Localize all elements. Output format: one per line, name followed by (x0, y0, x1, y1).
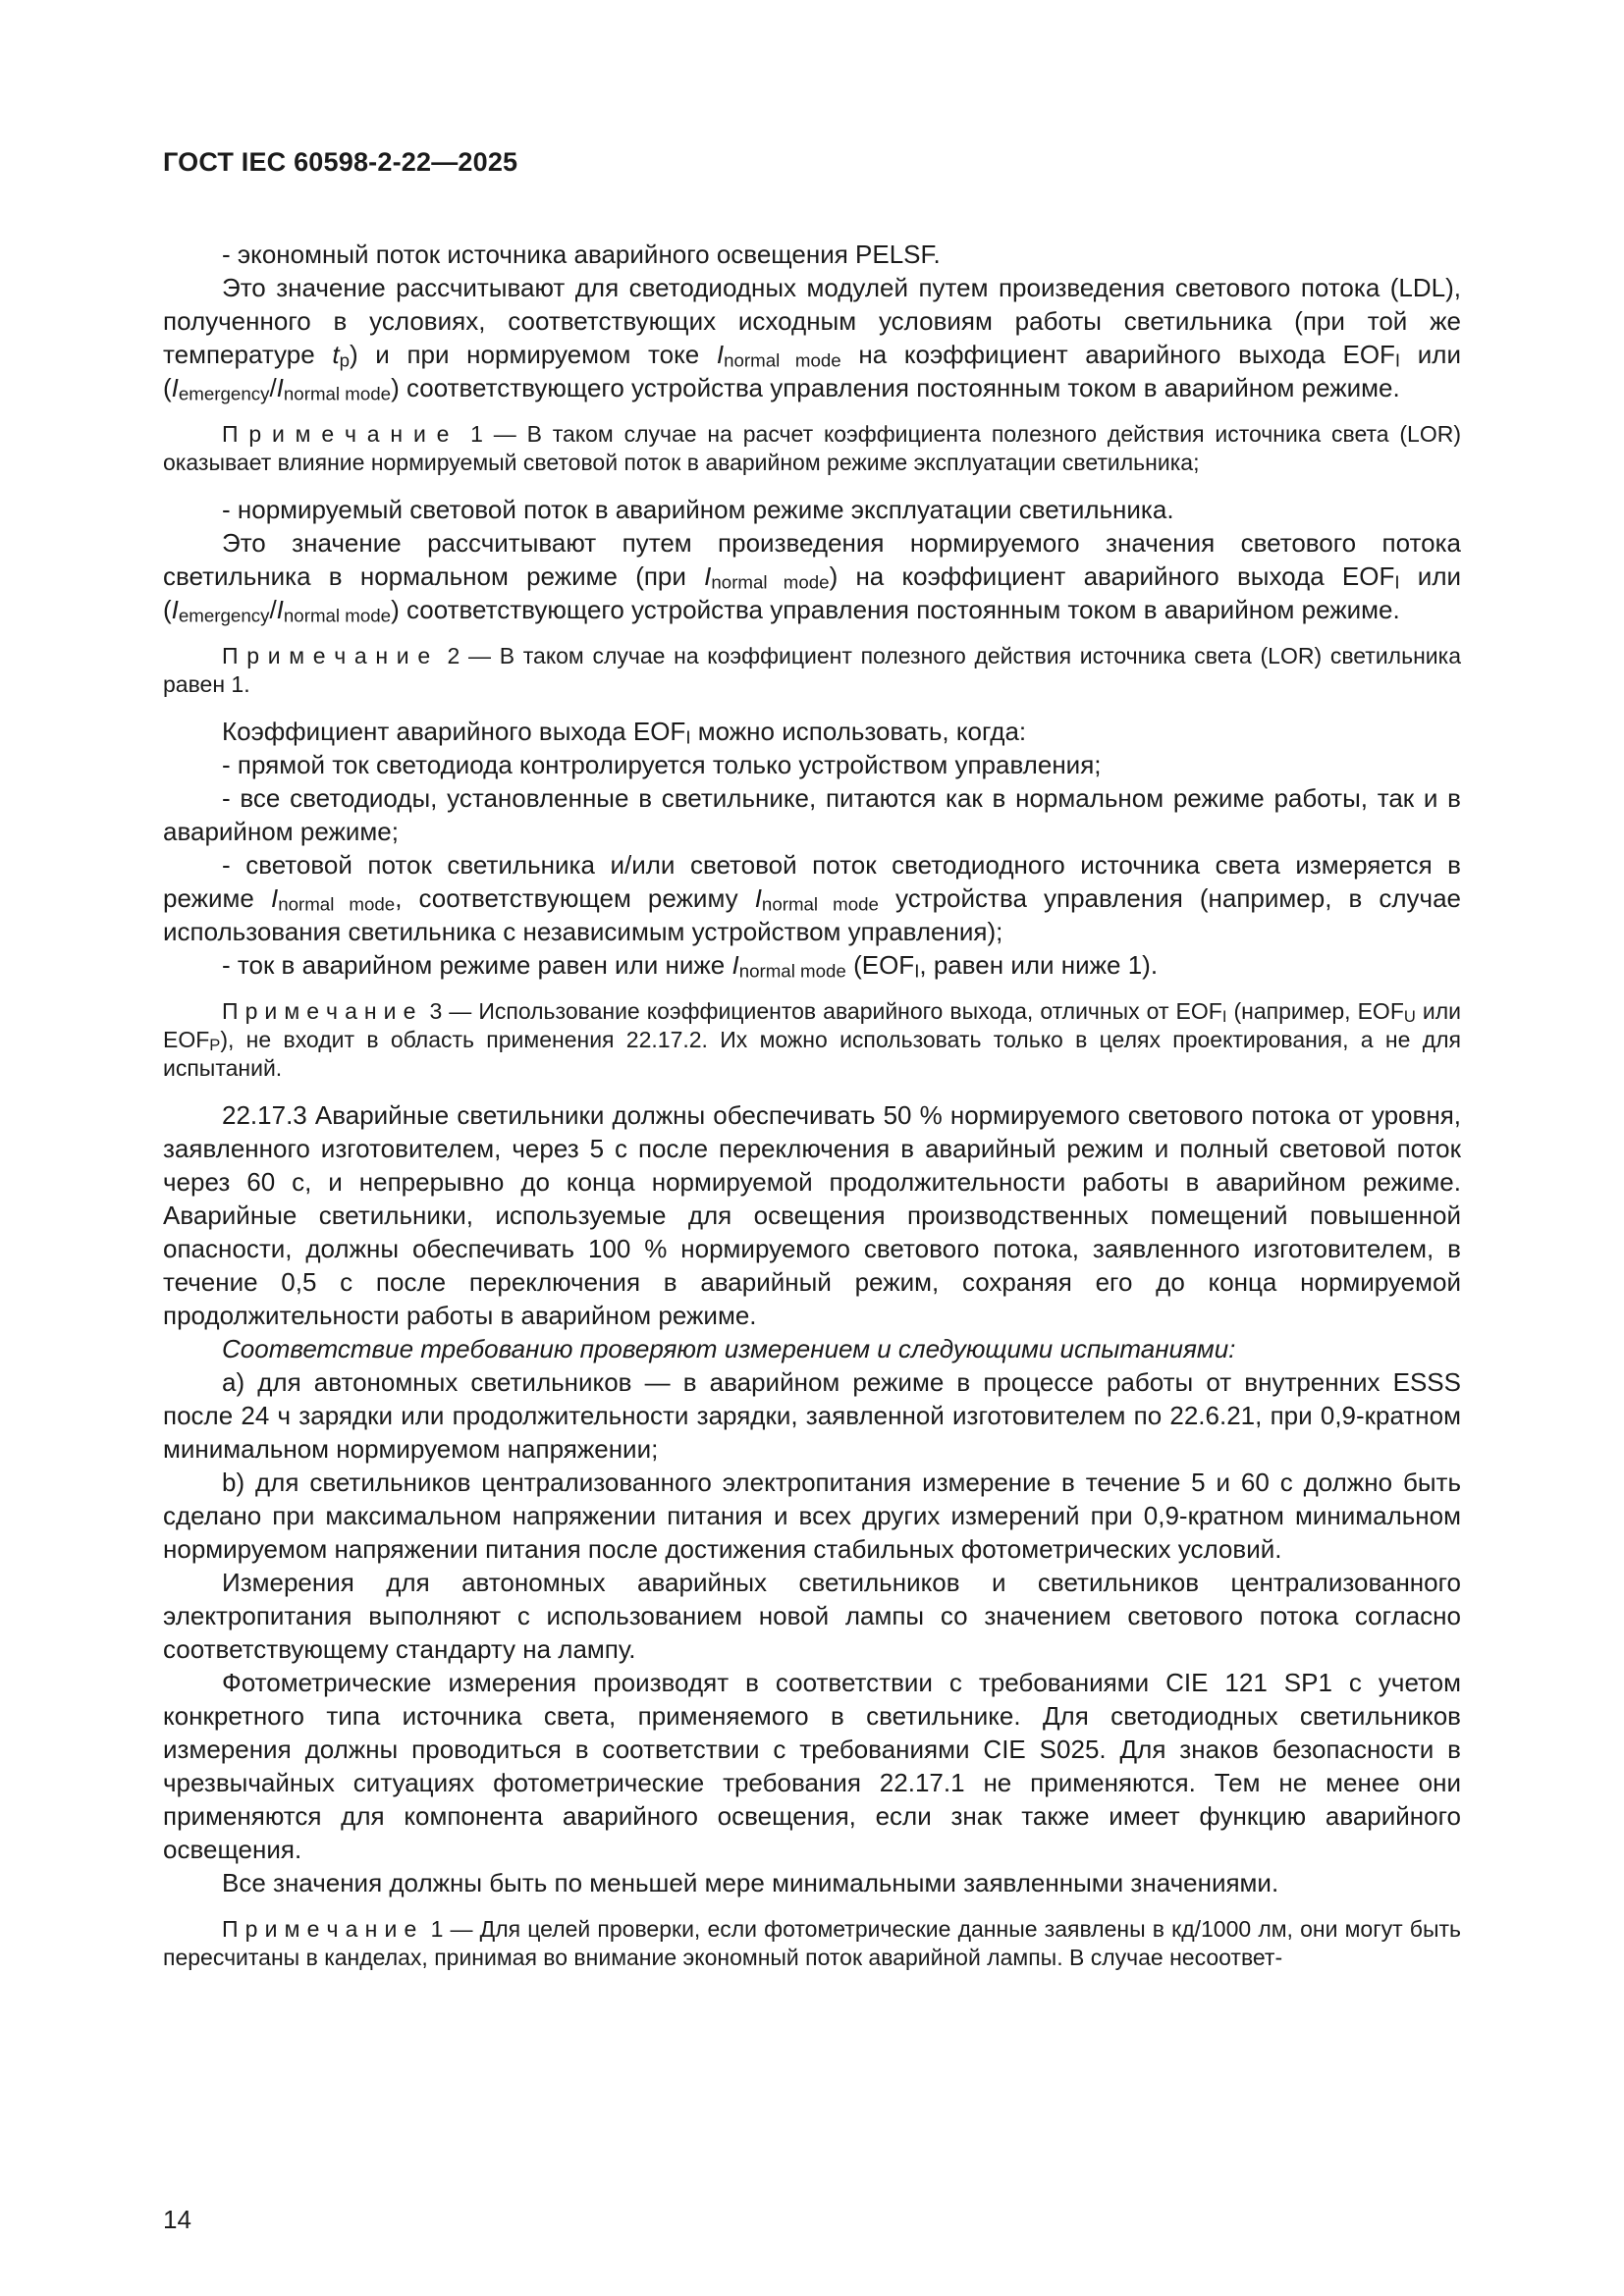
paragraph: Измерения для автономных аварийных светильников и светильников централизованного электропитания выполняют с использованием новой лампы со значением светового потока согласно соответствующему стандарту на лампу. (163, 1568, 1461, 1664)
note: П р и м е ч а н и е 1 — В таком случае на расчет коэффициента полезного действия источника света (LOR) оказывает влияние нормируемый световой поток в аварийном режиме эксплуатации светильника; (163, 421, 1461, 475)
paragraph: Это значение рассчитывают путем произведения нормируемого значения светового потока светильника в нормальном режиме (при $I_{normal mode}$) на коэффициент аварийного выхода $EOF_I$ или $(I_{emergency}/I_{normal mode})$ соответствующего устройства управления постоянным током в аварийном режиме. (163, 528, 1462, 626)
note: П р и м е ч а н и е 1 — Для целей проверки, если фотометрические данные заявлены в кд/1000 лм, они могут быть пересчитаны в канделах, принимая во внимание экономный поток аварийной лампы. В случае несоответ- (163, 1916, 1461, 1970)
note: П р и м е ч а н и е 3 — Использование коэффициентов аварийного выхода, отличных от $EOF_I$ (например, $EOF_U$ или $EOF_P$), не входит в область применения 22.17.2. Их можно использовать только в целях проектирования, а не для испытаний. (163, 998, 1461, 1081)
paragraph: b) для светильников централизованного электропитания измерение в течение 5 и 60 с должно быть сделано при максимальном напряжении питания и всех других измерений при 0,9-кратном минимальном нормируемом напряжении питания после достижения стабильных фотометрических условий. (163, 1468, 1461, 1564)
paragraph: - ток в аварийном режиме равен или ниже $I_{normal mode}$ ($EOF_I$, равен или ниже 1). (222, 950, 1159, 982)
paragraph: Это значение рассчитывают для светодиодных модулей путем произведения светового потока (LDL), полученного в условиях, соответствующих исходным условиям работы светильника (при той же температуре $t_p$) и при нормируемом токе $I_{normal mode}$ на коэффициент аварийного выхода $EOF_I$ или $(I_{emergency}/I_{normal mode})$ соответствующего устройства управления постоянным током в аварийном режиме. (163, 273, 1461, 404)
paragraph: Соответствие требованию проверяют измерением и следующими испытаниями: (222, 1334, 1236, 1363)
paragraph: a) для автономных светильников — в аварийном режиме в процессе работы от внутренних ESSS после 24 ч зарядки или продолжительности зарядки, заявленной изготовителем по 22.6.21, при 0,9-кратном минимальном нормируемом напряжении; (163, 1367, 1461, 1464)
paragraph: - прямой ток светодиода контролируется только устройством управления; (222, 750, 1102, 779)
paragraph: 22.17.3 Аварийные светильники должны обеспечивать 50 % нормируемого светового потока от уровня, заявленного изготовителем, через 5 с после переключения в аварийный режим и полный световой поток через 60 с, и непрерывно до конца нормируемой продолжительности работы в аварийном режиме. Аварийные светильники, используемые для освещения производственных помещений повышенной опасности, должны обеспечивать 100 % нормируемого светового потока, заявленного изготовителем, в течение 0,5 с после переключения в аварийный режим, сохраняя его до конца нормируемой продолжительности работы в аварийном режиме. (163, 1100, 1461, 1330)
paragraph: - экономный поток источника аварийного освещения PELSF. (222, 240, 941, 269)
doc-number: ГОСТ IEC 60598-2-22—2025 (163, 147, 518, 177)
paragraph: Все значения должны быть по меньшей мере минимальными заявленными значениями. (222, 1868, 1279, 1897)
page-number: 14 (163, 2205, 191, 2234)
paragraph: Фотометрические измерения производят в соответствии с требованиями CIE 121 SP1 с учетом конкретного типа источника света, применяемого в светильнике. Для светодиодных светильников измерения должны проводиться в соответствии с требованиями CIE S025. Для знаков безопасности в чрезвычайных ситуациях фотометрические требования 22.17.1 не применяются. Тем не менее они применяются для компонента аварийного освещения, если знак также имеет функцию аварийного освещения. (163, 1668, 1461, 1864)
paragraph: - все светодиоды, установленные в светильнике, питаются как в нормальном режиме работы, так и в аварийном режиме; (163, 783, 1461, 846)
paragraph: Коэффициент аварийного выхода $EOF_I$ можно использовать, когда: (222, 717, 1027, 748)
document-body (163, 238, 1461, 1988)
paragraph: - нормируемый световой поток в аварийном режиме эксплуатации светильника. (222, 495, 1174, 524)
paragraph: - световой поток светильника и/или световой поток светодиодного источника света измеряется в режиме $I_{normal mode}$, соответствующем режиму $I_{normal mode}$ устройства управления (например, в случае использования светильника с независимым устройством управления); (163, 850, 1461, 946)
note: П р и м е ч а н и е 2 — В таком случае на коэффициент полезного действия источника света (LOR) светильника равен 1. (163, 643, 1461, 697)
